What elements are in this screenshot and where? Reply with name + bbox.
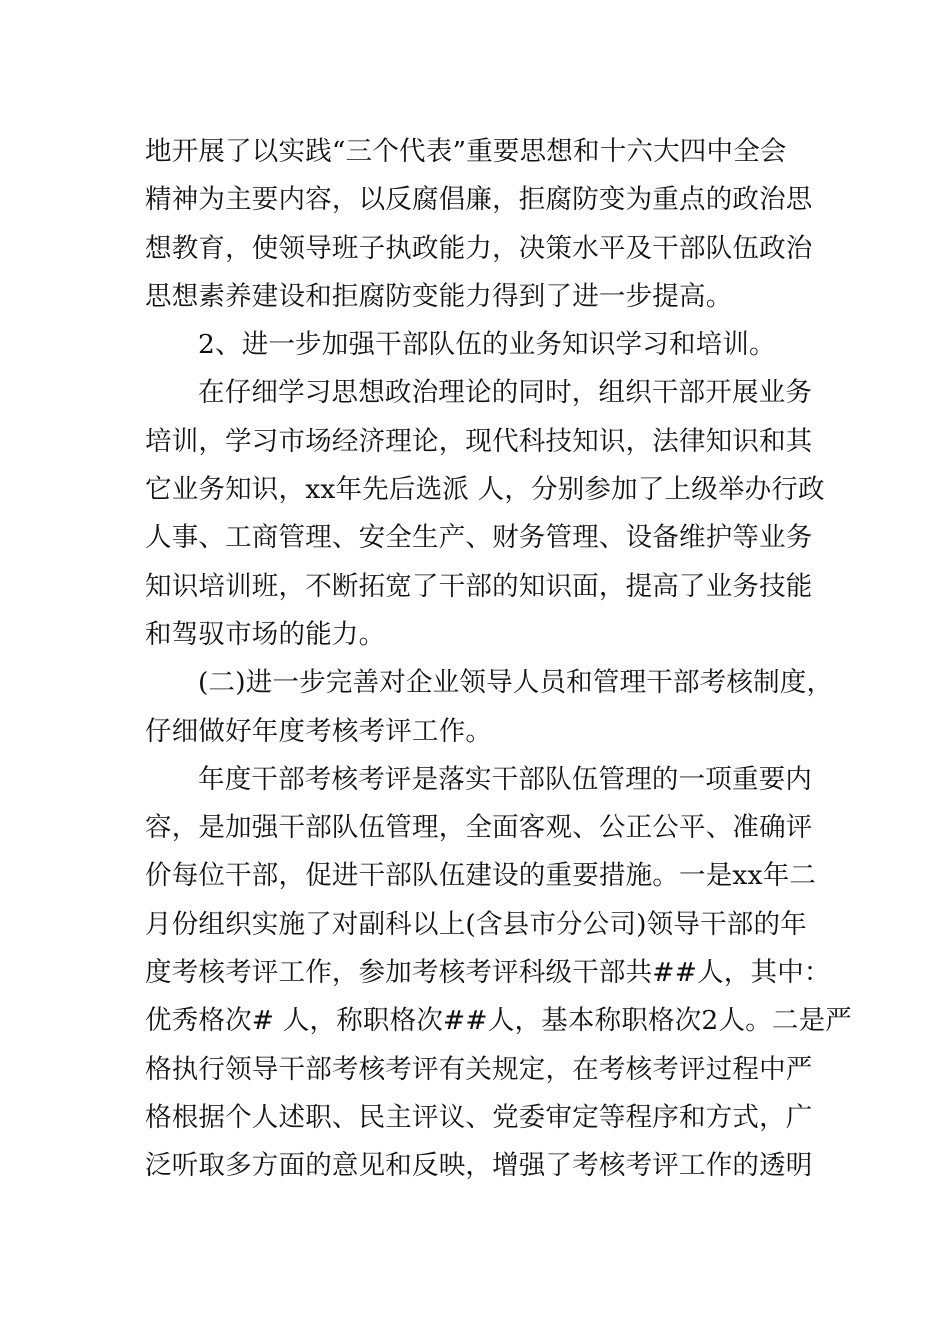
text-line: 容，是加强干部队伍管理，全面客观、公正公平、准确评: [145, 812, 813, 844]
text-line: 年度干部考核考评是落实干部队伍管理的一项重要内: [198, 763, 813, 795]
text-line: 月份组织实施了对副科以上(含县市分公司)领导干部的年: [145, 908, 807, 940]
document-body: [145, 128, 852, 1191]
text-line: 泛听取多方面的意见和反映，增强了考核考评工作的透明: [145, 1150, 813, 1182]
text-line: 培训，学习市场经济理论，现代科技知识，法律知识和其: [145, 425, 813, 457]
text-line: 地开展了以实践“三个代表”重要思想和十六大四中全会: [145, 136, 787, 167]
text-line: 它业务知识，xx年先后选派 人，分别参加了上级举办行政: [145, 474, 825, 506]
section-heading: (二)进一步完善对企业领导人员和管理干部考核制度，: [198, 667, 834, 699]
text-line: 思想素养建设和拒腐防变能力得到了进一步提高。: [145, 280, 733, 312]
text-line: 和驾驭市场的能力。: [145, 618, 386, 650]
section-heading: 2、进一步加强干部队伍的业务知识学习和培训。: [198, 329, 776, 361]
text-line: 格执行领导干部考核考评有关规定，在考核考评过程中严: [145, 1053, 813, 1085]
text-line: 价每位干部，促进干部队伍建设的重要措施。一是xx年二: [145, 860, 817, 892]
text-line: 仔细做好年度考核考评工作。: [145, 715, 493, 747]
text-line: 精神为主要内容，以反腐倡廉，拒腐防变为重点的政治思: [145, 184, 813, 216]
text-line: 度考核考评工作，参加考核考评科级干部共##人，其中：: [145, 957, 831, 989]
text-line: 优秀格次# 人，称职格次##人，基本称职格次2人。二是严: [145, 1005, 852, 1037]
text-line: 在仔细学习思想政治理论的同时，组织干部开展业务: [198, 377, 813, 409]
text-line: 知识培训班，不断拓宽了干部的知识面，提高了业务技能: [145, 570, 813, 602]
text-line: 人事、工商管理、安全生产、财务管理、设备维护等业务: [145, 522, 813, 554]
text-line: 格根据个人述职、民主评议、党委审定等程序和方式，广: [145, 1101, 813, 1133]
text-line: 想教育，使领导班子执政能力，决策水平及干部队伍政治: [145, 232, 813, 264]
